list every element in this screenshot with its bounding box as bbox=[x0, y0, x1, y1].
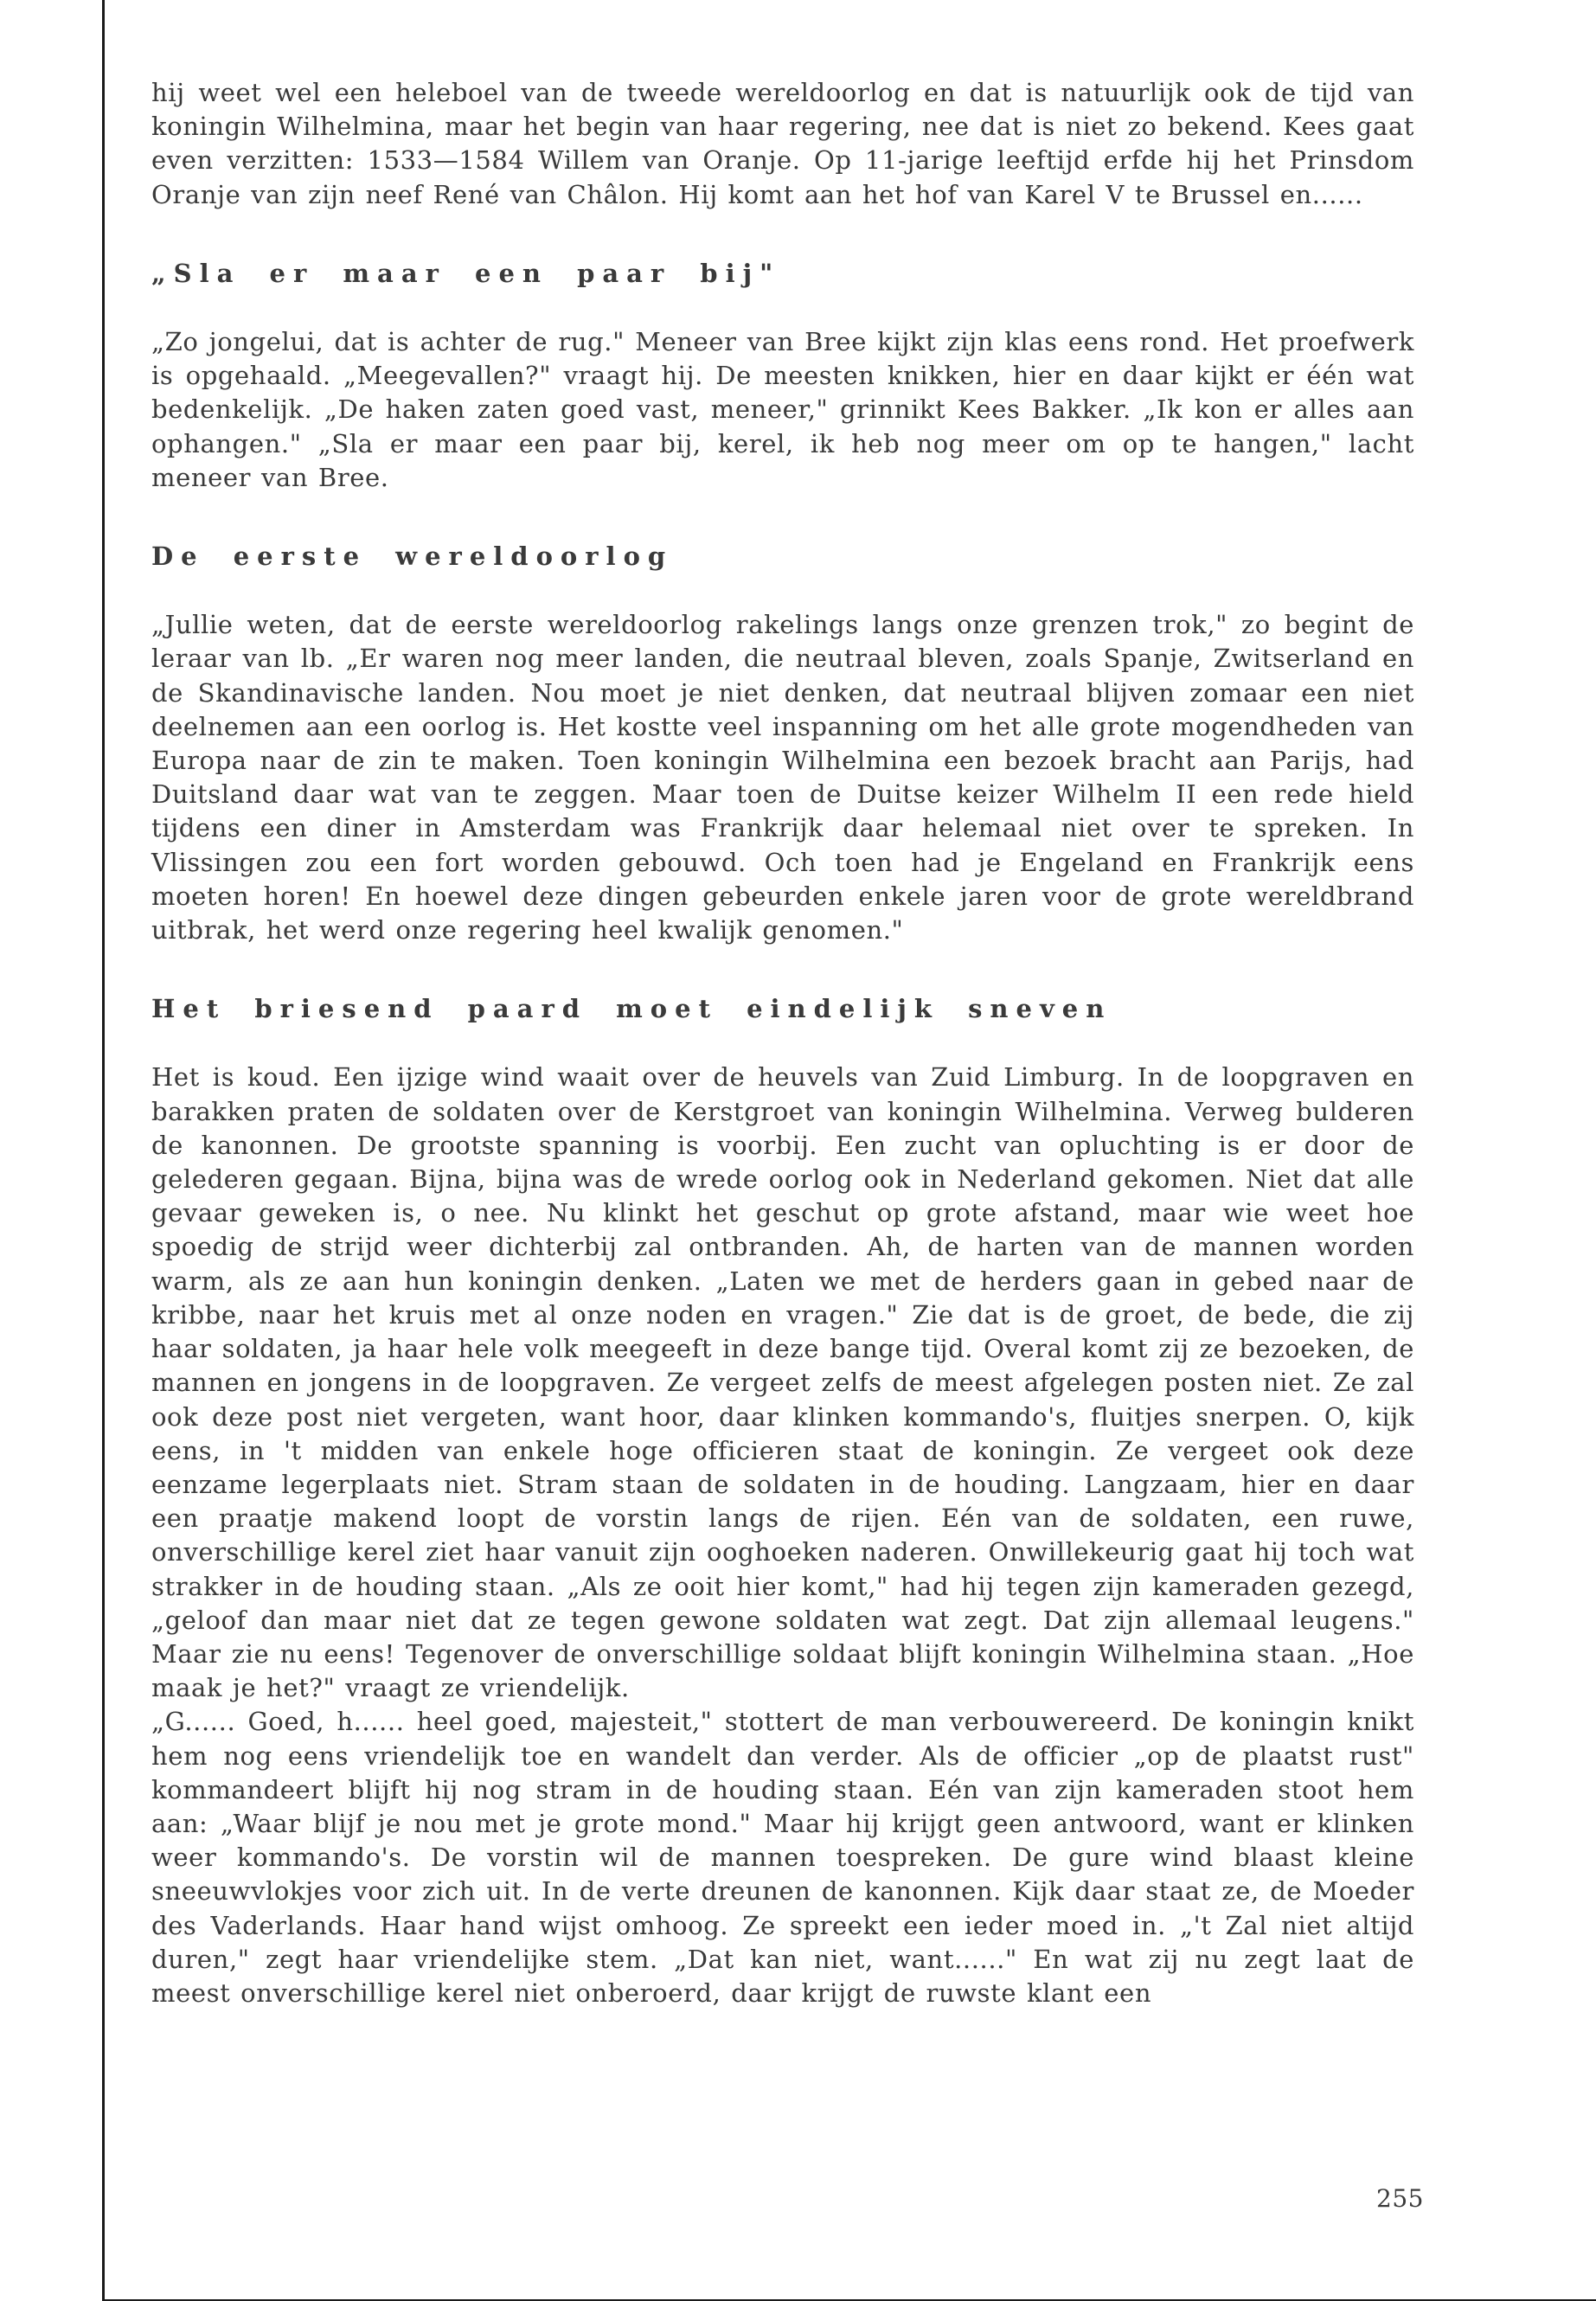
intro-paragraph: hij weet wel een heleboel van de tweede wereldoorlog en dat is natuurlijk ook de tijd van koningin Wilhelmina, maar het begin van haar regering, nee dat is niet zo bekend. Kees gaat even verzitten: 1533—1584 Willem van Oranje. Op 11-jarige leeftijd erfde hij het Prinsdom Oranje van zijn neef René van Châlon. Hij komt aan het hof van Karel V te Brussel en...... bbox=[151, 78, 1414, 209]
text-column bbox=[151, 76, 1414, 2010]
section-heading-eerste-wereldoorlog: De eerste wereldoorlog bbox=[151, 542, 674, 572]
left-margin-rule bbox=[102, 0, 105, 2301]
paragraph-briesend-paard-2: „G...... Goed, h...... heel goed, majesteit," stottert de man verbouwereerd. De koningin knikt hem nog eens vriendelijk toe en wandelt dan verder. Als de officier „op de plaatst rust" kommandeert blijft hij nog stram in de houding staan. Eén van zijn kameraden stoot hem aan: „Waar blijf je nou met je grote mond." Maar hij krijgt geen antwoord, want er klinken weer kommando's. De vorstin wil de mannen toespreken. De gure wind blaast kleine sneeuwvlokjes voor zich uit. In de verte dreunen de kanonnen. Kijk daar staat ze, de Moeder des Vaderlands. Haar hand wijst omhoog. Ze spreekt een ieder moed in. „'t Zal niet altijd duren," zegt haar vriendelijke stem. „Dat kan niet, want......" En wat zij nu zegt laat de meest onverschillige kerel niet onberoerd, daar krijgt de ruwste klant een bbox=[151, 1707, 1414, 2008]
section-heading-sla-er-maar: „Sla er maar een paar bij" bbox=[151, 258, 781, 288]
page-number: 255 bbox=[1376, 2184, 1424, 2213]
paragraph-briesend-paard-1: Het is koud. Een ijzige wind waait over de heuvels van Zuid Limburg. In de loopgraven en barakken praten de soldaten over de Kerstgroet van koningin Wilhelmina. Verweg bulderen de kanonnen. De grootste spanning is voorbij. Een zucht van opluchting is er door de gelederen gegaan. Bijna, bijna was de wrede oorlog ook in Nederland gekomen. Niet dat alle gevaar geweken is, o nee. Nu klinkt het geschut op grote afstand, maar wie weet hoe spoedig de strijd weer dichterbij zal ontbranden. Ah, de harten van de mannen worden warm, als ze aan hun koningin denken. „Laten we met de herders gaan in gebed naar de kribbe, naar het kruis met al onze noden en vragen." Zie dat is de groet, de bede, die zij haar soldaten, ja haar hele volk meegeeft in deze bange tijd. Overal komt zij ze bezoeken, de mannen en jongens in de loopgraven. Ze vergeet zelfs de meest afgelegen posten niet. Ze zal ook deze post niet vergeten, want hoor, daar klinken kommando's, fluitjes snerpen. O, kijk eens, in 't midden van enkele hoge officieren staat de koningin. Ze vergeet ook deze eenzame legerplaats niet. Stram staan de soldaten in de houding. Langzaam, hier en daar een praatje makend loopt de vorstin langs de rijen. Eén van de soldaten, een ruwe, onverschillige kerel ziet haar vanuit zijn ooghoeken naderen. Onwillekeurig gaat hij toch wat strakker in de houding staan. „Als ze ooit hier komt," had hij tegen zijn kameraden gezegd, „geloof dan maar niet dat ze tegen gewone soldaten wat zegt. Dat zijn allemaal leugens." Maar zie nu eens! Tegenover de onverschillige soldaat blijft koningin Wilhelmina staan. „Hoe maak je het?" vraagt ze vriendelijk. bbox=[151, 1062, 1414, 1703]
paragraph-eerste-wereldoorlog: „Jullie weten, dat de eerste wereldoorlog rakelings langs onze grenzen trok," zo begint de leraar van lb. „Er waren nog meer landen, die neutraal bleven, zoals Spanje, Zwitserland en de Skandinavische landen. Nou moet je niet denken, dat neutraal blijven zomaar een niet deelnemen aan een oorlog is. Het kostte veel inspanning om het alle grote mogendheden van Europa naar de zin te maken. Toen koningin Wilhelmina een bezoek bracht aan Parijs, had Duitsland daar wat van te zeggen. Maar toen de Duitse keizer Wilhelm II een rede hield tijdens een diner in Amsterdam was Frankrijk daar helemaal niet over te spreken. In Vlissingen zou een fort worden gebouwd. Och toen had je Engeland en Frankrijk eens moeten horen! En hoewel deze dingen gebeurden enkele jaren voor de grote wereldbrand uitbrak, het werd onze regering heel kwalijk genomen." bbox=[151, 610, 1414, 945]
paragraph-sla-er-maar: „Zo jongelui, dat is achter de rug." Meneer van Bree kijkt zijn klas eens rond. Het proefwerk is opgehaald. „Meegevallen?" vraagt hij. De meesten knikken, hier en daar kijkt er één wat bedenkelijk. „De haken zaten goed vast, meneer," grinnikt Kees Bakker. „Ik kon er alles aan ophangen." „Sla er maar een paar bij, kerel, ik heb nog meer om op te hangen," lacht meneer van Bree. bbox=[151, 327, 1414, 492]
section-heading-briesend-paard: Het briesend paard moet eindelijk sneven bbox=[151, 994, 1112, 1024]
